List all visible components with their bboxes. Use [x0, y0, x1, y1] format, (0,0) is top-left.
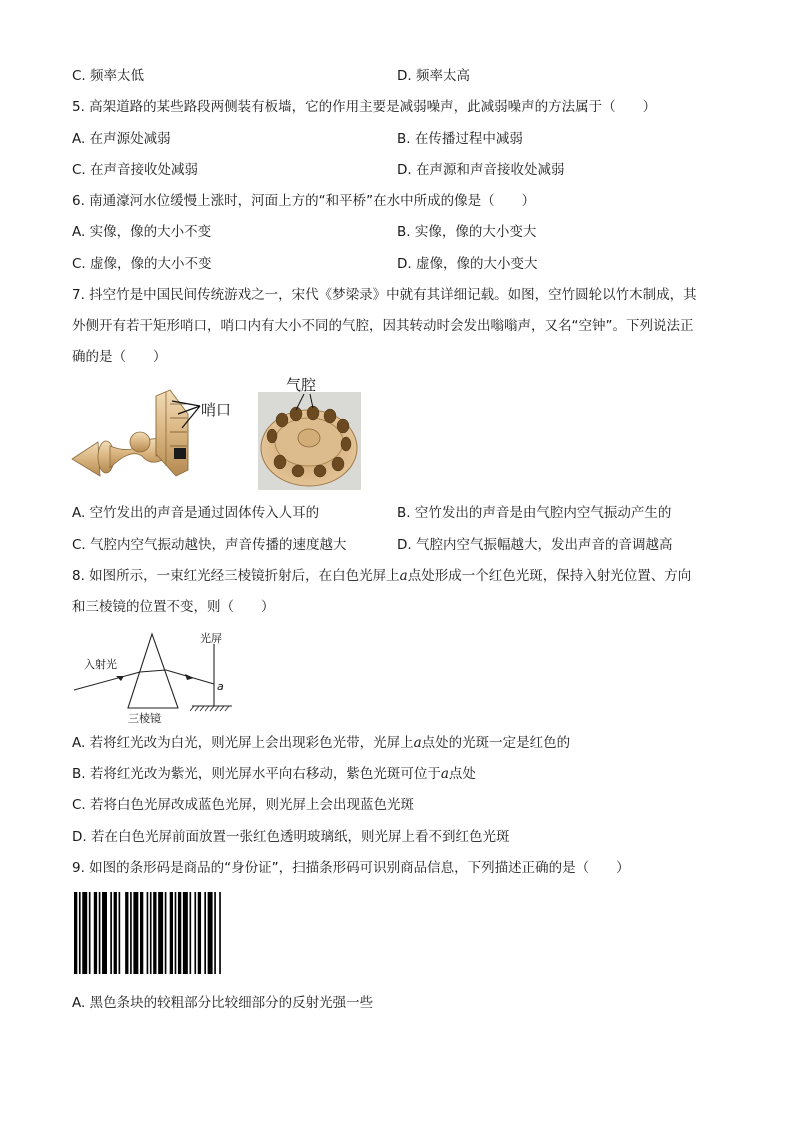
barcode-bar: [190, 892, 192, 974]
barcode-bar: [183, 892, 188, 974]
q8-option-b: B. 若将红光改为紫光，则光屏水平向右移动，紫色光斑可位于a点处: [72, 766, 476, 782]
q9-option-a: A. 黑色条块的较粗部分比较细部分的反射光强一些: [72, 995, 374, 1011]
barcode-bar: [219, 892, 221, 974]
barcode-bar: [150, 892, 152, 974]
q7-option-d: D. 气腔内空气振幅越大，发出声音的音调越高: [397, 537, 673, 553]
cavity-label: 气腔: [286, 376, 317, 394]
prism-label: 三棱镜: [128, 712, 161, 725]
q8-stem-line1: 8. 如图所示，一束红光经三棱镜折射后，在白色光屏上a点处形成一个红色光斑，保持入射光位置、方向: [72, 568, 692, 584]
q5-option-b: B. 在传播过程中减弱: [397, 131, 523, 147]
barcode-bar: [178, 892, 181, 974]
barcode-bar: [119, 892, 121, 974]
q7-stem-line2: 外侧开有若干矩形哨口，哨口内有大小不同的气腔，因其转动时会发出嗡嗡声，又名“空钟”。下列说法正: [72, 318, 694, 334]
q4-option-c: C. 频率太低: [72, 68, 145, 84]
q6-stem: 6. 南通濠河水位缓慢上涨时，河面上方的“和平桥”在水中所成的像是（ ）: [72, 193, 536, 209]
q6-option-c: C. 虚像，像的大小不变: [72, 256, 212, 272]
barcode-bar: [102, 892, 107, 974]
q5-option-d: D. 在声源和声音接收处减弱: [397, 162, 565, 178]
barcode-bar: [74, 892, 77, 974]
barcode-bar: [158, 892, 163, 974]
q6-option-a: A. 实像，像的大小不变: [72, 224, 212, 240]
diabolo-tip: [72, 442, 100, 476]
point-a: a: [399, 568, 408, 584]
q8-stem-line2: 和三棱镜的位置不变，则（ ）: [72, 599, 275, 615]
q5-option-c: C. 在声音接收处减弱: [72, 162, 199, 178]
q8-option-c: C. 若将白色光屏改成蓝色光屏，则光屏上会出现蓝色光斑: [72, 797, 415, 813]
barcode-bar: [165, 892, 167, 974]
barcode-bar: [214, 892, 216, 974]
q4-option-d: D. 频率太高: [397, 68, 470, 84]
q7-option-a: A. 空竹发出的声音是通过固体传入人耳的: [72, 505, 320, 521]
barcode-bar: [79, 892, 81, 974]
q8-option-a: A. 若将红光改为白光，则光屏上会出现彩色光带，光屏上a点处的光斑一定是红色的: [72, 735, 571, 751]
barcode-bar: [140, 892, 143, 974]
barcode-bar: [110, 892, 112, 974]
q7-stem-line1: 7. 抖空竹是中国民间传统游戏之一，宋代《梦梁录》中就有其详细记载。如图，空竹圆轮以竹木制成，其: [72, 287, 697, 303]
barcode-bar: [99, 892, 101, 974]
barcode-bar: [130, 892, 132, 974]
screen-label: 光屏: [200, 632, 222, 645]
q7-option-b: B. 空竹发出的声音是由气腔内空气振动产生的: [397, 505, 672, 521]
barcode-bar: [89, 892, 91, 974]
q5-option-a: A. 在声源处减弱: [72, 131, 171, 147]
barcode-bar: [147, 892, 149, 974]
q7-stem-line3: 确的是（ ）: [72, 349, 167, 365]
barcode-bar: [194, 892, 196, 974]
incident-label: 入射光: [84, 658, 117, 671]
prism-figure: [72, 628, 242, 725]
barcode-bar: [82, 892, 87, 974]
barcode-bar: [204, 892, 206, 974]
barcode-bar: [125, 892, 128, 974]
barcode-bar: [208, 892, 213, 974]
cavity-figure: [258, 376, 361, 490]
whistle-label: 哨口: [201, 401, 232, 419]
diabolo-figure: [70, 384, 245, 479]
q5-stem: 5. 高架道路的某些路段两侧装有板墙，它的作用主要是减弱噪声，此减弱噪声的方法属于（ ）: [72, 99, 657, 115]
barcode-bar: [133, 892, 138, 974]
q8-option-d: D. 若在白色光屏前面放置一张红色透明玻璃纸，则光屏上看不到红色光斑: [72, 829, 510, 845]
barcode-bar: [175, 892, 177, 974]
q6-option-b: B. 实像，像的大小变大: [397, 224, 537, 240]
barcode-bar: [153, 892, 156, 974]
q9-stem: 9. 如图的条形码是商品的“身份证”，扫描条形码可识别商品信息，下列描述正确的是（ ）: [72, 860, 630, 876]
q7-option-c: C. 气腔内空气振动越快，声音传播的速度越大: [72, 537, 347, 553]
whistle-port: [174, 448, 186, 459]
barcode-bar: [170, 892, 173, 974]
barcode-bar: [198, 892, 201, 974]
barcode-figure: [74, 892, 254, 974]
barcode-bar: [94, 892, 97, 974]
barcode-bar: [114, 892, 117, 974]
point-a-label: a: [217, 680, 224, 693]
q6-option-d: D. 虚像，像的大小变大: [397, 256, 538, 272]
